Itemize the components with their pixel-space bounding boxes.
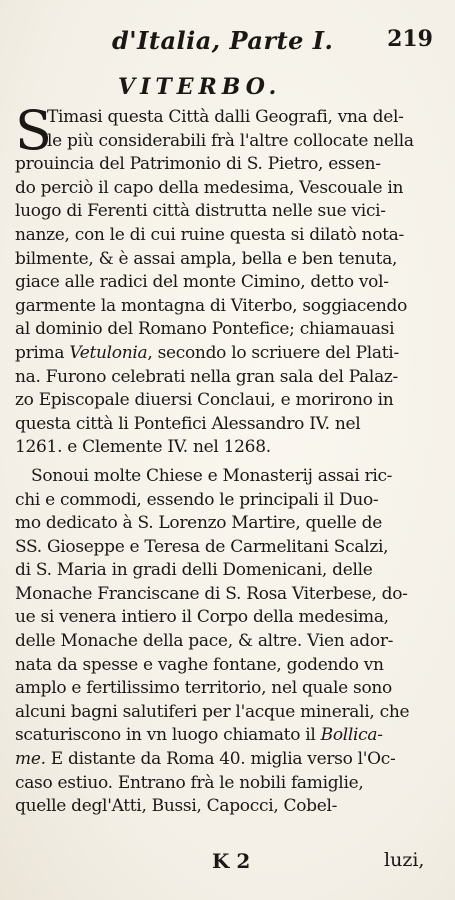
text-line: questa città li Pontefici Alessandro IV. nel xyxy=(15,413,361,434)
text-line: luogo di Ferenti città distrutta nelle sue vici- xyxy=(15,201,386,222)
text-line: garmente la montagna di Viterbo, soggiacendo xyxy=(15,295,408,316)
text-line: SS. Gioseppe e Teresa de Carmelitani Scalzi, xyxy=(15,536,389,557)
text-line: delle Monache della pace, & altre. Vien ador- xyxy=(15,631,394,652)
text-line: prima Vetulonia, secondo lo scriuere del Plati- xyxy=(15,342,399,363)
text-line: ue si venera intiero il Corpo della medesima, xyxy=(15,607,389,628)
text-line: Sonoui molte Chiese e Monasterij assai ric- xyxy=(31,465,393,486)
text-line: prouincia del Patrimonio di S. Pietro, essen- xyxy=(15,154,381,175)
body-text xyxy=(15,99,435,819)
drop-cap: S xyxy=(15,99,52,162)
section-title: VITERBO. xyxy=(118,74,282,100)
text-line: alcuni bagni salutiferi per l'acque minerali, che xyxy=(15,701,410,722)
text-line: di S. Maria in gradi delli Domenicani, delle xyxy=(15,560,373,581)
catchword: luzi, xyxy=(384,849,425,871)
text-line: scaturiscono in vn luogo chiamato il Bollica- xyxy=(15,725,383,746)
text-line: do perciò il capo della medesima, Vescouale in xyxy=(15,177,404,198)
text-line: Monache Franciscane di S. Rosa Viterbese, do- xyxy=(15,583,408,604)
text-line: mo dedicato à S. Lorenzo Martire, quelle de xyxy=(15,513,382,534)
running-head: d'Italia, Parte I. xyxy=(112,26,334,55)
text-line: caso estiuo. Entrano frà le nobili famiglie, xyxy=(15,772,364,793)
text-line: me. E distante da Roma 40. miglia verso l'Oc- xyxy=(15,749,396,770)
text-line: bilmente, & è assai ampla, bella e ben tenuta, xyxy=(15,248,398,269)
text-line: amplo e fertilissimo territorio, nel quale sono xyxy=(15,678,392,699)
signature-mark: K 2 xyxy=(212,849,251,873)
text-line: le più considerabili frà l'altre collocate nella xyxy=(47,130,414,151)
page-number: 219 xyxy=(387,26,433,52)
text-line: 1261. e Clemente IV. nel 1268. xyxy=(15,437,271,458)
text-line: nata da spesse e vaghe fontane, godendo vn xyxy=(15,654,384,675)
text-line: al dominio del Romano Pontefice; chiamauasi xyxy=(15,319,395,340)
text-line: giace alle radici del monte Cimino, detto vol- xyxy=(15,272,389,293)
text-line: Timasi questa Città dalli Geografi, vna del- xyxy=(47,107,404,127)
text-line: quelle degl'Atti, Bussi, Capocci, Cobel- xyxy=(15,796,338,817)
text-line: zo Episcopale diuersi Conclaui, e morirono in xyxy=(15,390,394,411)
text-line: na. Furono celebrati nella gran sala del Palaz- xyxy=(15,366,399,387)
text-line: nanze, con le di cui ruine questa si dilatò nota- xyxy=(15,224,404,245)
text-line: chi e commodi, essendo le principali il Duo- xyxy=(15,489,379,510)
